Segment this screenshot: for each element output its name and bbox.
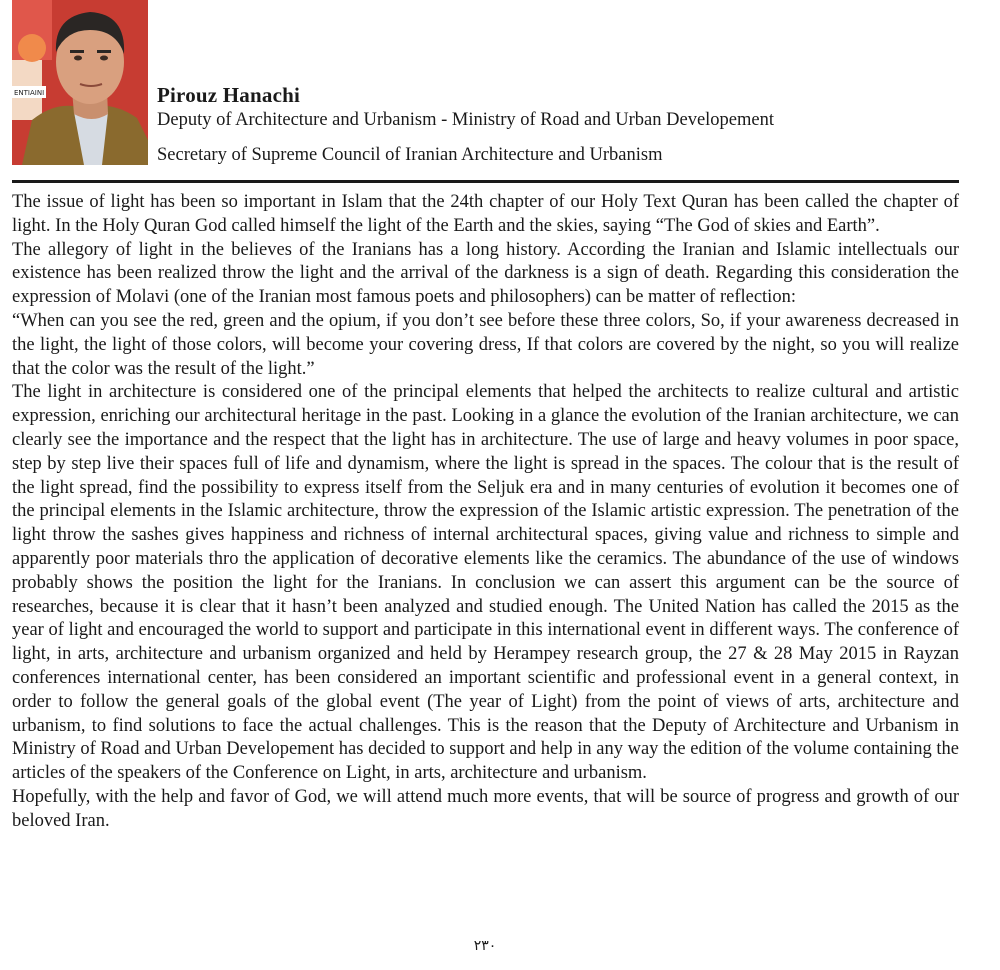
author-role-2: Secretary of Supreme Council of Iranian Architecture and Urbanism <box>157 145 663 165</box>
portrait-photo-icon <box>12 0 148 165</box>
author-role-1: Deputy of Architecture and Urbanism - Ministry of Road and Urban Developement <box>157 110 775 130</box>
paragraph: “When can you see the red, green and the opium, if you don’t see before these three colors, So, if your awareness decreased in the light, the light of those colors, will become your covering dress, If that colors are covered by the night, so you will realize that the color was the result of the light.” <box>12 310 959 379</box>
page-number: ۲۳۰ <box>473 938 497 954</box>
article-body <box>12 191 959 834</box>
author-photo <box>12 0 148 165</box>
header-divider <box>12 180 959 183</box>
paragraph: Hopefully, with the help and favor of God, we will attend much more events, that will be source of progress and growth of our beloved Iran. <box>12 786 959 831</box>
paragraph: The light in architecture is considered one of the principal elements that helped the architects to realize cultural and artistic expression, enriching our architectural heritage in the past. Looking in a glance the evolution of the Iranian architecture, we can clearly see the importance and the respect that the light has in architecture. The use of large and heavy volumes in poor space, step by step live their spaces full of life and dynamism, where the light is spread in the spaces. The colour that is the result of the light spread, find the possibility to express itself from the Seljuk era and in many centuries of evolution it becomes one of the principal elements in the Islamic architecture, throw the expression of the Islamic artistic expression. The penetration of the light throw the sashes gives happiness and richness of internal architectural spaces, giving value and richness to simple and apparently poor materials thro the application of decorative elements like the ceramics. The abundance of the use of windows probably shows the position the light for the Iranians. In conclusion we can assert this argument can be the source of researches, because it is clear that it hasn’t been analyzed and studied enough. The United Nation has called the 2015 as the year of light and encouraged the world to support and participate in this international event in different ways. The conference of light, in arts, architecture and urbanism organized and held by Herampey research group, the 27 & 28 May 2015 in Rayzan conferences international center, has been considered an important scientific and professional event in a general context, in order to follow the general goals of the global event (The year of Light) from the point of views of arts, architecture and urbanism, to find solutions to face the actual challenges. This is the reason that the Deputy of Architecture and Urbanism in Ministry of Road and Urban Developement has decided to support and help in any way the edition of the volume containing the articles of the speakers of the Conference on Light, in arts, architecture and urbanism. <box>12 382 959 784</box>
paragraph: The allegory of light in the believes of the Iranians has a long history. According the Iranian and Islamic intellectuals our existence has been realized throw the light and the arrival of the darkness is a sign of death. Regarding this consideration the expression of Molavi (one of the Iranian most famous poets and philosophers) can be matter of reflection: <box>12 239 959 308</box>
author-name: Pirouz Hanachi <box>157 83 301 107</box>
paragraph: The issue of light has been so important in Islam that the 24th chapter of our Holy Text Quran has been called the chapter of light. In the Holy Quran God called himself the light of the Earth and the skies, saying “The God of skies and Earth”. <box>12 192 959 236</box>
photo-background-text: ENTIAINI <box>14 89 45 97</box>
